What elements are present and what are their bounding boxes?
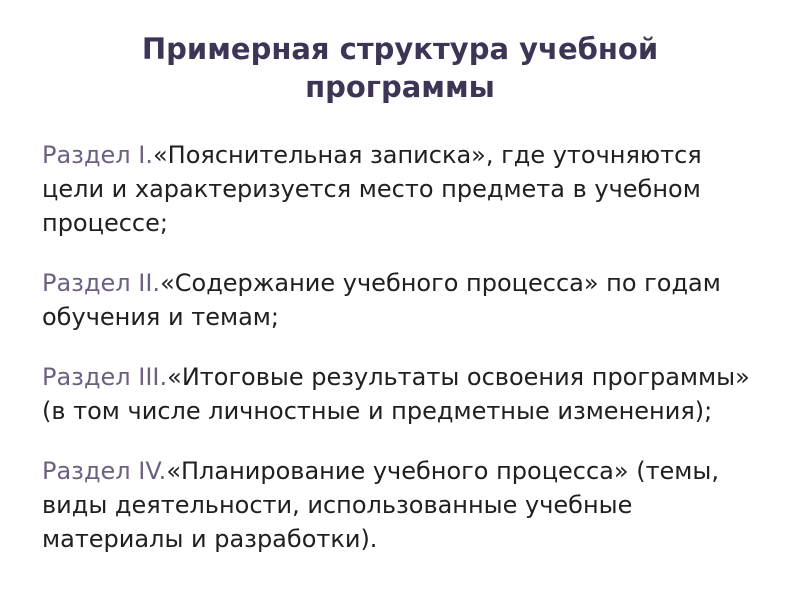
section-text-1: «Пояснительная записка», где уточняются цели и характеризуется место предмета в учебном процессе; <box>42 141 702 237</box>
section-label-1: Раздел I. <box>42 141 153 169</box>
section-text-4: «Планирование учебного процесса» (темы, виды деятельности, использованные учебные материалы и разработки). <box>42 457 719 553</box>
section-item-1 <box>42 138 758 240</box>
section-text-2: «Содержание учебного процесса» по годам обучения и темам; <box>42 269 721 331</box>
section-item-3 <box>42 360 758 428</box>
section-item-4 <box>42 454 758 556</box>
section-text-3: «Итоговые результаты освоения программы» (в том числе личностные и предметные изменения); <box>42 363 750 425</box>
section-label-4: Раздел IV. <box>42 457 167 485</box>
page-title: Примерная структура учебной программы <box>141 32 659 104</box>
section-label-2: Раздел II. <box>42 269 161 297</box>
sections-list <box>42 138 758 556</box>
section-item-2 <box>42 266 758 334</box>
section-label-3: Раздел III. <box>42 363 168 391</box>
